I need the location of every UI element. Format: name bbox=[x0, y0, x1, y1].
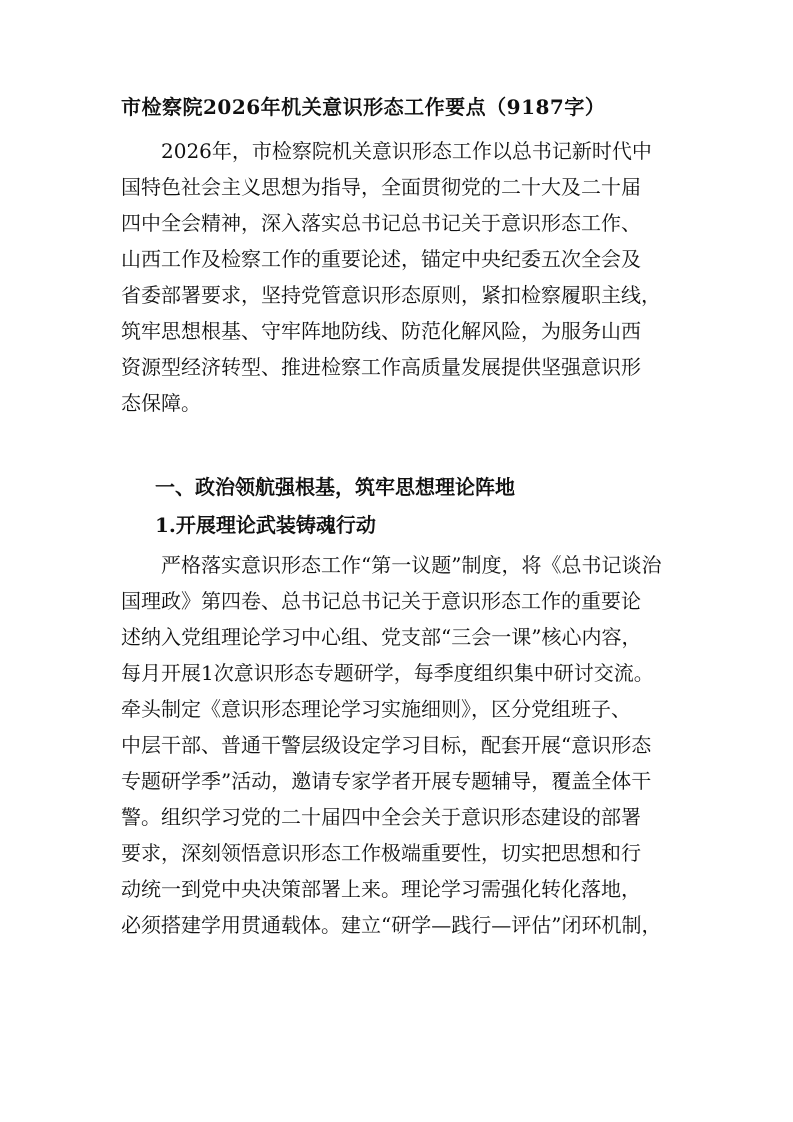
paragraph-line: 省委部署要求，坚持党管意识形态原则，紧扣检察履职主线， bbox=[121, 283, 661, 307]
paragraph-line: 必须搭建学用贯通载体。建立“研学—践行—评估”闭环机制， bbox=[121, 913, 662, 937]
paragraph-line: 山西工作及检察工作的重要论述，锚定中央纪委五次全会及 bbox=[121, 247, 641, 271]
paragraph-line: 述纳入党组理论学习中心组、党支部“三会一课”核心内容， bbox=[121, 625, 642, 649]
paragraph-line: 要求，深刻领悟意识形态工作极端重要性，切实把思想和行 bbox=[121, 841, 641, 865]
paragraph-line: 态保障。 bbox=[121, 391, 201, 415]
paragraph-line: 2026年，市检察院机关意识形态工作以总书记新时代中 bbox=[121, 139, 652, 163]
paragraph-line: 中层干部、普通干警层级设定学习目标，配套开展“意识形态 bbox=[121, 733, 652, 757]
paragraph-line: 每月开展1次意识形态专题研学，每季度组织集中研讨交流。 bbox=[121, 661, 654, 685]
paragraph-line: 动统一到党中央决策部署上来。理论学习需强化转化落地， bbox=[121, 877, 641, 901]
subsection-heading: 1.开展理论武装铸魂行动 bbox=[155, 513, 376, 537]
paragraph-line: 筑牢思想根基、守牢阵地防线、防范化解风险，为服务山西 bbox=[121, 319, 641, 343]
paragraph-line: 国理政》第四卷、总书记总书记关于意识形态工作的重要论 bbox=[121, 589, 641, 613]
paragraph-line: 警。组织学习党的二十届四中全会关于意识形态建设的部署 bbox=[121, 805, 641, 829]
section-heading: 一、政治领航强根基，筑牢思想理论阵地 bbox=[155, 475, 515, 499]
paragraph-line: 严格落实意识形态工作“第一议题”制度，将《总书记谈治 bbox=[121, 553, 662, 577]
intro-paragraph bbox=[121, 133, 673, 421]
document-title: 市检察院2026年机关意识形态工作要点（9187字） bbox=[121, 95, 606, 119]
body-paragraph bbox=[121, 547, 673, 943]
paragraph-line: 专题研学季”活动，邀请专家学者开展专题辅导，覆盖全体干 bbox=[121, 769, 652, 793]
paragraph-line: 国特色社会主义思想为指导，全面贯彻党的二十大及二十届 bbox=[121, 175, 641, 199]
paragraph-line: 资源型经济转型、推进检察工作高质量发展提供坚强意识形 bbox=[121, 355, 641, 379]
paragraph-line: 四中全会精神，深入落实总书记总书记关于意识形态工作、 bbox=[121, 211, 641, 235]
paragraph-line: 牵头制定《意识形态理论学习实施细则》，区分党组班子、 bbox=[121, 697, 631, 721]
